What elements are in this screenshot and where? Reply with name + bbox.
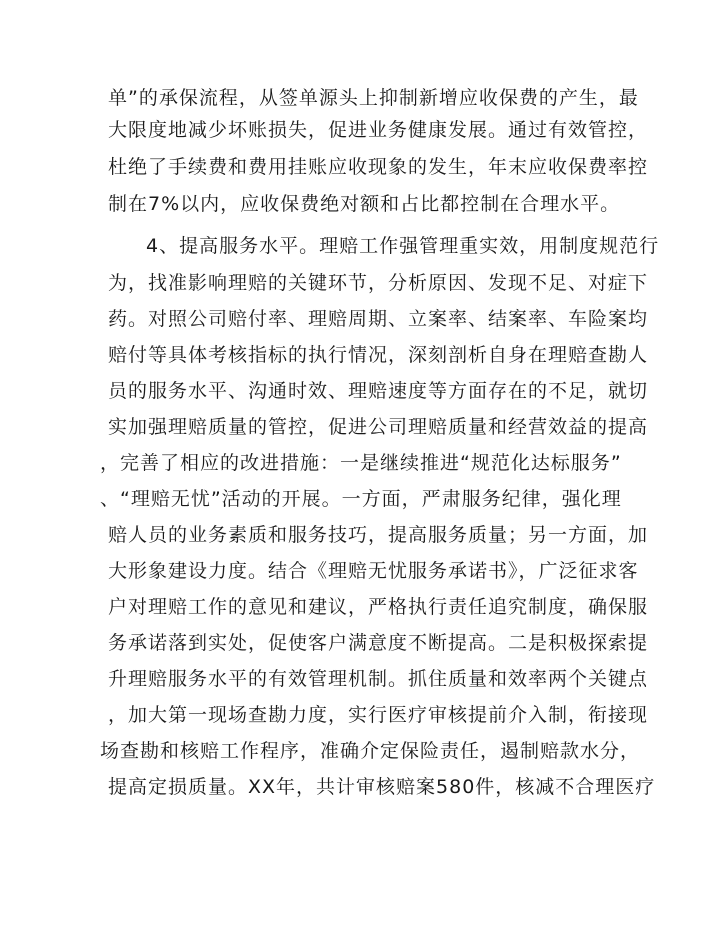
paragraph-line: 制在7%以内，应收保费绝对额和占比都控制在合理水平。 xyxy=(108,193,621,215)
paragraph-line: 、“理赔无忧”活动的开展。一方面，严肃服务纪律，强化理 xyxy=(100,488,622,510)
paragraph-line: 4、提高服务水平。理赔工作强管理重实效，用制度规范行 xyxy=(146,235,660,257)
paragraph-line: 杜绝了手续费和费用挂账应收现象的发生，年末应收保费率控 xyxy=(108,156,649,178)
paragraph-line: 场查勘和核赔工作程序，准确介定保险责任，遏制赔款水分， xyxy=(100,740,641,762)
paragraph-line: 务承诺落到实处，促使客户满意度不断提高。二是积极探索提 xyxy=(108,632,649,654)
paragraph-line: 实加强理赔质量的管控，促进公司理赔质量和经营效益的提高 xyxy=(108,416,649,438)
paragraph-line: 为，找准影响理赔的关键环节，分析原因、发现不足、对症下 xyxy=(108,272,649,294)
paragraph-line: 赔人员的业务素质和服务技巧，提高服务质量；另一方面，加 xyxy=(108,524,649,546)
paragraph-line: 药。对照公司赔付率、理赔周期、立案率、结案率、车险案均 xyxy=(108,308,649,330)
paragraph-line: 员的服务水平、沟通时效、理赔速度等方面存在的不足，就切 xyxy=(108,380,649,402)
paragraph-line: 大形象建设力度。结合《理赔无忧服务承诺书》，广泛征求客 xyxy=(108,560,639,582)
paragraph-line: 户对理赔工作的意见和建议，严格执行责任追究制度，确保服 xyxy=(108,596,649,618)
paragraph-line: 赔付等具体考核指标的执行情况，深刻剖析自身在理赔查勘人 xyxy=(108,344,649,366)
paragraph-line: 单”的承保流程，从签单源头上抑制新增应收保费的产生，最 xyxy=(108,87,639,109)
paragraph-line: 升理赔服务水平的有效管理机制。抓住质量和效率两个关键点 xyxy=(108,668,649,690)
paragraph-line: ，完善了相应的改进措施：一是继续推进“规范化达标服务” xyxy=(100,452,622,474)
paragraph-line: 提高定损质量。XX年，共计审核赔案580件，核减不合理医疗 xyxy=(108,776,656,798)
paragraph-line: ，加大第一现场查勘力度，实行医疗审核提前介入制，衔接现 xyxy=(108,704,649,726)
paragraph-line: 大限度地减少坏账损失，促进业务健康发展。通过有效管控， xyxy=(108,119,649,141)
